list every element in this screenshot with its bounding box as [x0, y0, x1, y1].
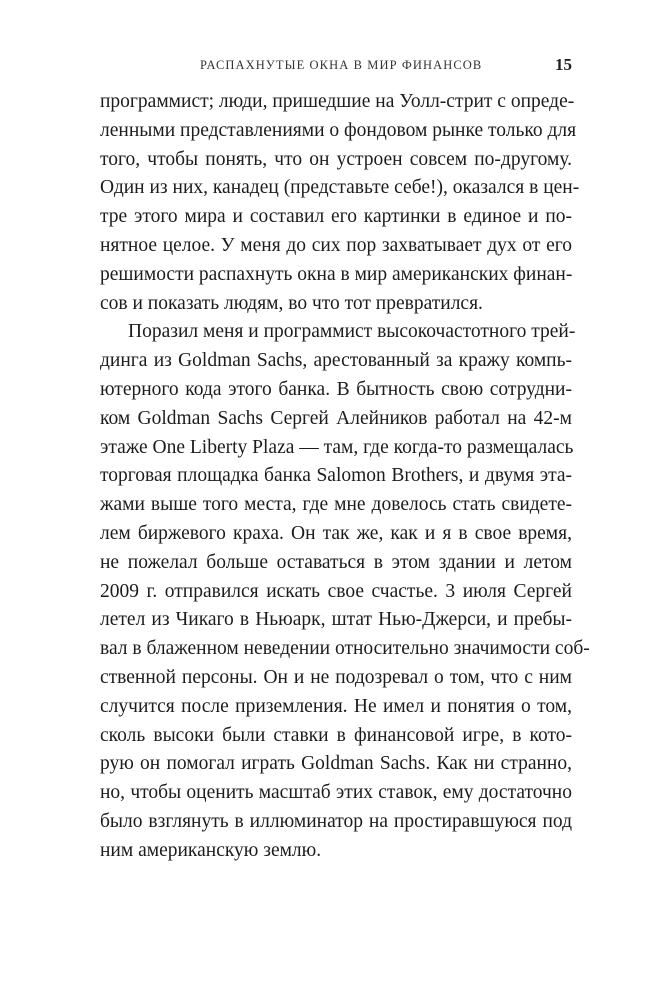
- text-line: ственной персоны. Он и не подозревал о том, что с ним: [100, 666, 572, 688]
- text-line: того, чтобы понять, что он устроен совсем по-другому.: [100, 148, 572, 170]
- text-line: вал в блаженном неведении относительно значимости соб-: [100, 638, 590, 660]
- text-line: динга из Goldman Sachs, арестованный за кражу компь-: [100, 350, 572, 372]
- text-line: жами выше того места, где мне довелось стать свидете-: [100, 494, 572, 516]
- text-line: лем биржевого краха. Он так же, как и я в свое время,: [100, 522, 572, 544]
- text-line: но, чтобы оценить масштаб этих ставок, ему достаточно: [100, 782, 572, 804]
- text-line: программист; люди, пришедшие на Уолл-стрит с опреде-: [100, 91, 575, 112]
- text-line: летел из Чикаго в Ньюарк, штат Нью-Джерси, и пребы-: [100, 609, 572, 631]
- text-line: Один из них, канадец (представьте себе!), оказался в цен-: [100, 177, 580, 199]
- running-title: РАСПАХНУТЫЕ ОКНА В МИР ФИНАНСОВ: [200, 58, 483, 72]
- text-line: ним американскую землю.: [100, 839, 322, 861]
- text-line: 2009 г. отправился искать свое счастье. 3 июля Сергей: [100, 580, 572, 602]
- text-line: этаже One Liberty Plaza — там, где когда-то размещалась: [100, 436, 574, 458]
- body-text: [100, 88, 590, 866]
- text-line: сов и показать людям, во что тот превратился.: [100, 292, 483, 314]
- paragraph: [100, 318, 590, 865]
- running-header: [100, 55, 572, 79]
- text-line: рую он помогал играть Goldman Sachs. Как ни странно,: [100, 753, 572, 775]
- text-line: было взглянуть в иллюминатор на простиравшуюся под: [100, 810, 572, 832]
- text-line: тре этого мира и составил его картинки в единое и по-: [100, 206, 572, 228]
- paragraph: [100, 88, 580, 318]
- text-line: сколь высоки были ставки в финансовой игре, в кото-: [100, 724, 572, 746]
- text-line: Поразил меня и программист высокочастотного трей-: [128, 321, 576, 343]
- text-line: ютерного кода этого банка. В бытность свою сотрудни-: [100, 378, 572, 400]
- text-line: ленными представлениями о фондовом рынке только для: [100, 119, 577, 141]
- text-line: случится после приземления. Не имел и понятия о том,: [100, 695, 572, 717]
- text-line: решимости распахнуть окна в мир американских финан-: [100, 263, 573, 285]
- page-number: 15: [555, 55, 572, 74]
- text-line: нятное целое. У меня до сих пор захватывает дух от его: [100, 234, 572, 256]
- text-line: торговая площадка банка Salomon Brothers, и двумя эта-: [100, 465, 572, 487]
- text-line: ком Goldman Sachs Сергей Алейников работал на 42-м: [100, 407, 572, 429]
- text-line: не пожелал больше оставаться в этом здании и летом: [100, 551, 572, 573]
